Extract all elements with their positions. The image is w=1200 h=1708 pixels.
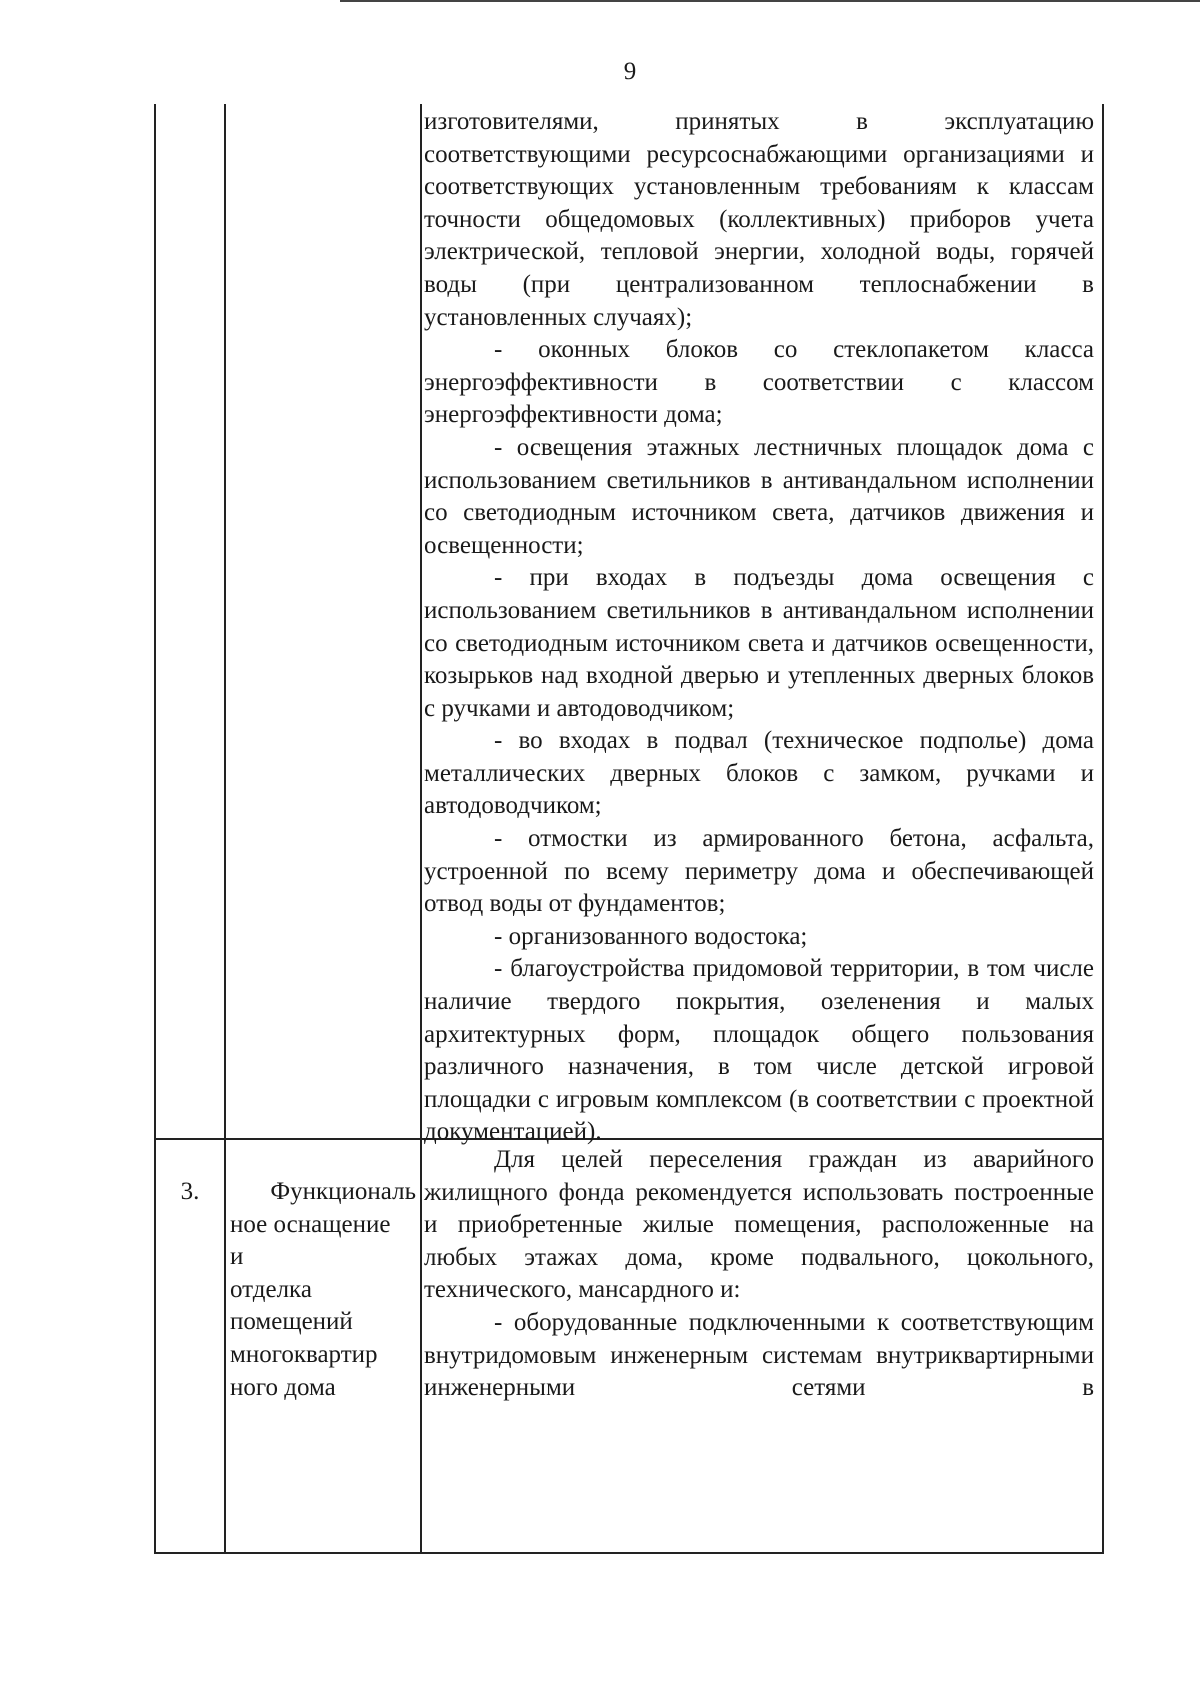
paragraph: - при входах в подъезды дома освещения с использованием светильников в антивандальном исполнении со светодиодным источником света и датчиков освещенности, козырьков над входной дверью и утепленных дверных блоков с ручками и автодоводчиком; [424,564,1094,722]
column-divider-1 [224,104,226,1552]
row-title-line: помещений [230,1308,353,1336]
row-title-line: и [230,1243,244,1271]
paragraph: - оконных блоков со стеклопакетом класса энергоэффективности в соответствии с классом энергоэффективности дома; [424,336,1094,429]
requirements-table [154,104,1104,1554]
top-rule [340,0,1200,2]
paragraph: изготовителями, принятых в эксплуатацию соответствующими ресурсоснабжающими организациями и соответствующих установленным требованиям к классам точности общедомовых (коллективных) приборов учета электрической, тепловой энергии, холодной воды, горячей воды (при централизованном теплоснабжении в установленных случаях); [424,108,1094,331]
page-number: 9 [623,58,637,85]
row-title-line: ного дома [230,1373,336,1401]
row-title-line: отделка [230,1275,312,1303]
row-title-line: многоквартир [230,1340,378,1368]
row-title [228,1176,422,1404]
paragraph: - благоустройства придомовой территории, в том числе наличие твердого покрытия, озеленения и малых архитектурных форм, площадок общего пользования различного назначения, в том числе детской игровой площадки с игровым комплексом (в соответствии с проектной документацией). [424,955,1094,1146]
paragraph: - освещения этажных лестничных площадок дома с использованием светильников в антивандальном исполнении со светодиодным источником света, датчиков движения и освещенности; [424,433,1094,559]
row-3-content [424,1144,1094,1405]
paragraph: Для целей переселения граждан из аварийного жилищного фонда рекомендуется использовать построенные и приобретенные жилые помещения, расположенные на любых этажах дома, кроме подвального, цокольного, технического, мансардного и: [424,1146,1094,1304]
continuation-row-content [424,106,1094,1149]
paragraph: - организованного водостока; [494,922,808,950]
row-title-line: ное оснащение [230,1210,391,1238]
paragraph: - оборудованные подключенными к соответствующим внутридомовым инженерным системам внутриквартирными инженерными сетями в [424,1308,1094,1402]
paragraph: - отмостки из армированного бетона, асфальта, устроенной по всему периметру дома и обеспечивающей отвод воды от фундаментов; [424,825,1094,918]
paragraph: - во входах в подвал (техническое подполье) дома металлических дверных блоков с замком, ручками и автодоводчиком; [424,727,1094,820]
row-title-line: Функциональ [270,1178,416,1205]
row-number: 3. [180,1178,200,1205]
